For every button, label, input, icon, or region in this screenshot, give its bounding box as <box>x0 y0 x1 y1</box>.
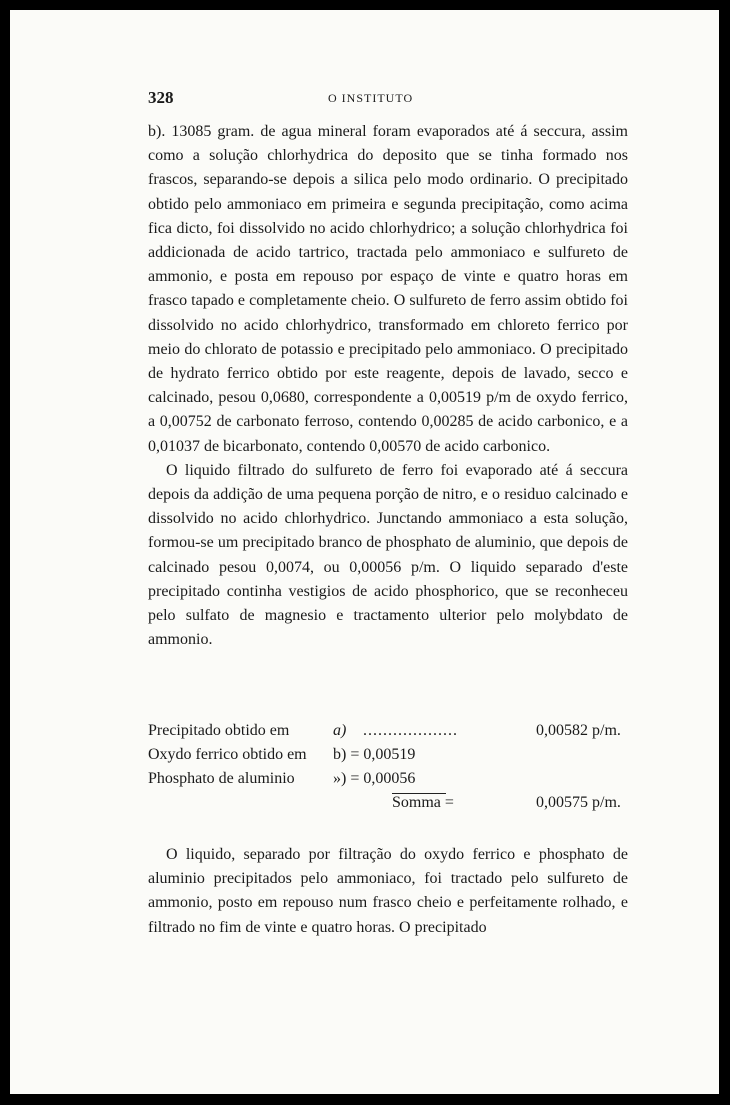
body-text <box>148 120 628 652</box>
summary-row-value: 0,00582 p/m. <box>536 722 621 739</box>
page-header <box>148 88 628 112</box>
summary-total-label: Somma = <box>392 794 454 811</box>
running-title: O INSTITUTO <box>328 91 414 105</box>
closing-paragraph: O liquido, separado por filtração do oxydo ferrico e phosphato de aluminio precipitados pelo ammoniaco, foi tractado pelo sulfureto de ammonio, posto em repouso num frasco cheio e perfeitamente rolhado, e filtrado no fim de vinte e quatro horas. O precipitado <box>148 846 628 936</box>
summary-row-label: Oxydo ferrico obtido em <box>148 746 307 763</box>
summary-row <box>148 746 630 770</box>
summary-row <box>148 722 630 746</box>
summary-row-dots: ................... <box>363 722 458 739</box>
summary-row-ref: ») = 0,00056 <box>333 770 416 787</box>
paragraph-b: b). 13085 gram. de agua mineral foram evaporados até á seccura, assim como a solução chlorhydrica do deposito que se tinha formado nos frascos, separando-se depois a silica pelo modo ordinario. O precipitado obtido pelo ammoniaco em primeira e segunda precipitação, como acima fica dicto, foi dissolvido no acido chlorhydrico; a solução chlorhydrica foi addicionada de acido tartrico, tractada pelo ammoniaco e sulfureto de ammonio, e posta em repouso por espaço de vinte e quatro horas em frasco tapado e completamente cheio. O sulfureto de ferro assim obtido foi dissolvido no acido chlorhydrico, transformado em chloreto ferrico por meio do chlorato de potassio e precipitado pelo ammoniaco. O precipitado de hydrato ferrico obtido por este reagente, depois de lavado, secco e calcinado, pesou 0,0680, correspondente a 0,00519 p/m de oxydo ferrico, a 0,00752 de carbonato ferroso, contendo 0,00285 de acido carbonico, e a 0,01037 de bicarbonato, contendo 0,00570 de acido carbonico. <box>148 123 628 455</box>
summary-row-ref: a) <box>333 722 347 739</box>
summary-row-label: Precipitado obtido em <box>148 722 290 739</box>
summary-row <box>148 770 630 794</box>
summary-table <box>148 722 630 818</box>
paragraph-filtrate: O liquido filtrado do sulfureto de ferro foi evaporado até á seccura depois da addição de uma pequena porção de nitro, e o residuo calcinado e dissolvido no acido chlorhydrico. Junctando ammoniaco a esta solução, formou-se um precipitado branco de phosphato de aluminio, que depois de calcinado pesou 0,0074, ou 0,00056 p/m. O liquido separado d'este precipitado continha vestigios de acido phosphorico, que se reconheceu pelo sulfato de magnesio e tractamento ulterior pelo molybdato de ammonio. <box>148 461 628 649</box>
summary-row-ref: b) = 0,00519 <box>333 746 416 763</box>
page-number: 328 <box>148 88 174 107</box>
summary-total-row <box>148 794 630 818</box>
summary-total-value: 0,00575 p/m. <box>536 794 621 811</box>
closing-paragraph-wrap <box>148 843 628 940</box>
summary-row-label: Phosphato de aluminio <box>148 770 295 787</box>
